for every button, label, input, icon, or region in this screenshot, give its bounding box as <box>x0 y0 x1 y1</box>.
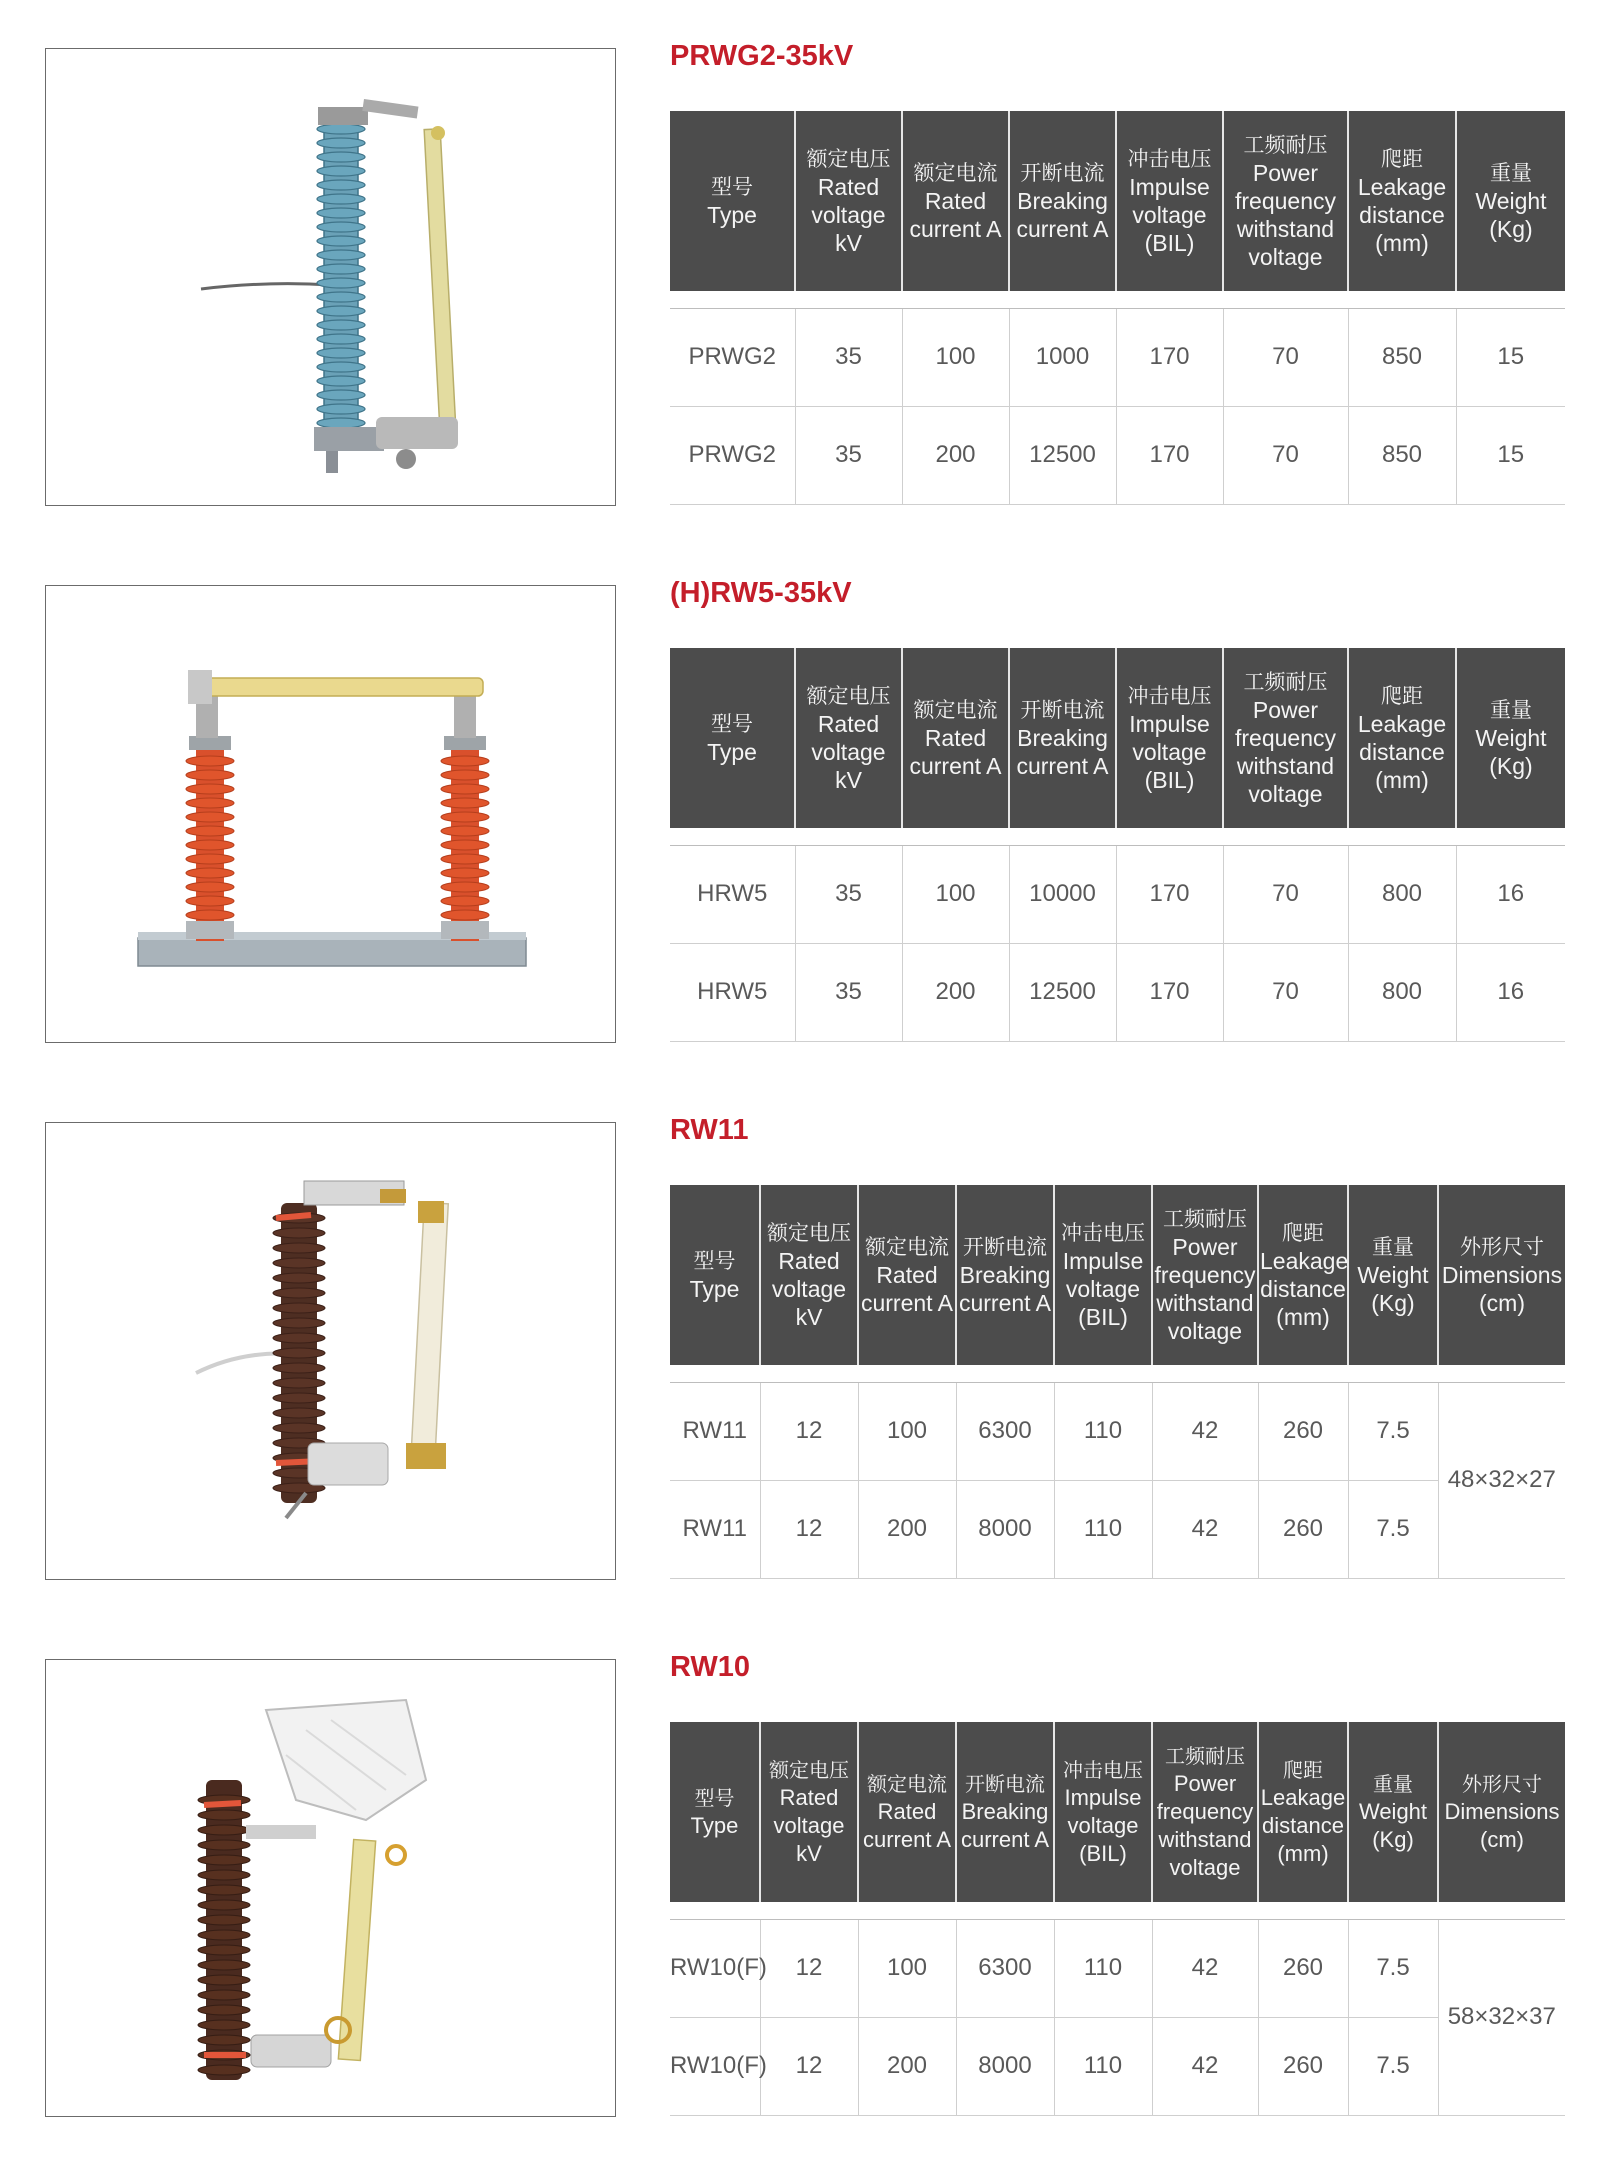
column-header-zh: 工频耐压 <box>1243 133 1328 157</box>
column-header <box>858 1185 956 1365</box>
table-cell: 170 <box>1116 406 1223 504</box>
column-header-en: Type <box>690 1813 739 1838</box>
table-cell: RW10(F) <box>670 1919 760 2017</box>
column-header-zh: 外形尺寸 <box>1460 1235 1544 1259</box>
column-header <box>1456 111 1565 291</box>
insulator-shed <box>317 236 365 246</box>
column-header-en: Breaking current A <box>960 1799 1050 1852</box>
column-header-en: Power frequency withstand voltage <box>1156 1771 1254 1880</box>
column-header-zh: 开断电流 <box>963 1235 1047 1259</box>
insulator-shed <box>273 1378 325 1388</box>
column-header-zh: 工频耐压 <box>1243 670 1328 694</box>
table-cell: 70 <box>1223 406 1348 504</box>
column-header-en: Leakage distance (mm) <box>1357 711 1447 793</box>
table-row <box>670 406 1565 504</box>
insulator-shed <box>317 208 365 218</box>
insulator-shed <box>273 1258 325 1268</box>
column-header <box>1009 111 1116 291</box>
column-header-en: Rated current A <box>909 725 1002 779</box>
insulator-shed <box>273 1303 325 1313</box>
insulator-shed <box>273 1363 325 1373</box>
spec-table <box>670 111 1565 505</box>
column-header <box>1438 1185 1565 1365</box>
insulator-shed <box>198 1915 250 1925</box>
table-cell: RW11 <box>670 1382 760 1480</box>
column-header-zh: 额定电压 <box>806 147 891 171</box>
table-cell: 200 <box>858 2017 956 2115</box>
table-cell: 35 <box>795 406 902 504</box>
insulator-shed <box>317 404 365 414</box>
column-header-en: Power frequency withstand voltage <box>1234 697 1336 807</box>
column-header-zh: 外形尺寸 <box>1462 1772 1542 1796</box>
column-header <box>1348 111 1456 291</box>
insulator-shed <box>273 1393 325 1403</box>
insulator-shed <box>186 910 234 920</box>
insulator-shed <box>317 362 365 372</box>
table-cell: 12 <box>760 1480 858 1578</box>
column-header-zh: 冲击电压 <box>1061 1221 1145 1245</box>
table-header-row <box>670 111 1565 291</box>
table-cell: 16 <box>1456 943 1565 1041</box>
insulator-shed <box>273 1423 325 1433</box>
table-cell: 15 <box>1456 406 1565 504</box>
table-cell: 260 <box>1258 1480 1348 1578</box>
product-photo-frame <box>45 585 616 1043</box>
table-cell: 42 <box>1152 2017 1258 2115</box>
table-cell: 100 <box>858 1919 956 2017</box>
insulator-shed <box>441 882 489 892</box>
column-header-zh: 重量 <box>1490 698 1532 722</box>
insulator-shed <box>441 868 489 878</box>
insulator-shed <box>186 812 234 822</box>
table-cell: 7.5 <box>1348 1919 1438 2017</box>
column-header <box>1258 1722 1348 1902</box>
insulator-shed <box>198 2005 250 2015</box>
section-title: RW10 <box>670 1651 751 1683</box>
column-header-en: Breaking current A <box>958 1262 1052 1316</box>
column-header-zh: 开断电流 <box>1020 698 1105 722</box>
column-header-en: Leakage distance (mm) <box>1260 1785 1346 1866</box>
column-header-zh: 型号 <box>693 1249 736 1273</box>
insulator-shed <box>198 1900 250 1910</box>
table-cell: 70 <box>1223 845 1348 943</box>
column-header <box>760 1722 858 1902</box>
table-cell: 7.5 <box>1348 1480 1438 1578</box>
insulator-shed <box>441 756 489 766</box>
insulator-shed <box>317 390 365 400</box>
table-cell: 100 <box>902 845 1009 943</box>
table-row <box>670 2017 1565 2115</box>
insulator-shed <box>317 166 365 176</box>
spec-table <box>670 648 1565 1042</box>
column-header-en: Rated voltage kV <box>773 1785 845 1866</box>
insulator-shed <box>317 320 365 330</box>
table-cell: HRW5 <box>670 943 795 1041</box>
insulator-shed <box>317 152 365 162</box>
column-header <box>795 111 902 291</box>
table-cell: 8000 <box>956 2017 1054 2115</box>
column-header-en: Power frequency withstand voltage <box>1154 1234 1256 1344</box>
table-cell: 200 <box>902 943 1009 1041</box>
table-cell: RW11 <box>670 1480 760 1578</box>
column-header-en: Type <box>707 202 757 228</box>
table-cell: 12 <box>760 2017 858 2115</box>
table-cell: 10000 <box>1009 845 1116 943</box>
insulator-shed <box>198 1975 250 1985</box>
column-header <box>1152 1722 1258 1902</box>
column-header-zh: 额定电压 <box>806 684 891 708</box>
product-photo-frame <box>45 1659 616 2117</box>
insulator-shed <box>186 854 234 864</box>
insulator-shed <box>317 264 365 274</box>
table-header-row <box>670 648 1565 828</box>
table-row <box>670 1382 1565 1480</box>
insulator-shed <box>198 1945 250 1955</box>
insulator-shed <box>273 1333 325 1343</box>
column-header <box>670 111 795 291</box>
column-header-en: Weight (Kg) <box>1358 1799 1428 1852</box>
column-header <box>1054 1185 1152 1365</box>
insulator-shed <box>186 826 234 836</box>
table-cell: 110 <box>1054 1480 1152 1578</box>
fuse-cutout-with-arc-chute-icon <box>46 1660 614 2115</box>
table-cell: 7.5 <box>1348 1382 1438 1480</box>
insulator-shed <box>317 334 365 344</box>
column-header <box>1116 648 1223 828</box>
column-header <box>1054 1722 1152 1902</box>
column-header <box>1116 111 1223 291</box>
header-gap <box>670 291 1565 308</box>
insulator-shed <box>441 798 489 808</box>
table-cell: 35 <box>795 943 902 1041</box>
table-cell: 42 <box>1152 1382 1258 1480</box>
column-header <box>1438 1722 1565 1902</box>
column-header-zh: 额定电流 <box>913 698 998 722</box>
column-header <box>1348 648 1456 828</box>
insulator-shed <box>198 1855 250 1865</box>
column-header-en: Power frequency withstand voltage <box>1234 160 1336 270</box>
insulator-shed <box>441 812 489 822</box>
insulator-shed <box>198 1960 250 1970</box>
column-header-zh: 型号 <box>711 175 753 199</box>
column-header-zh: 冲击电压 <box>1127 684 1212 708</box>
table-cell: 12500 <box>1009 943 1116 1041</box>
insulator-shed <box>198 2065 250 2075</box>
column-header-en: Impulse voltage (BIL) <box>1129 711 1210 793</box>
fuse-cutout-blue-insulator-icon <box>46 49 614 504</box>
table-cell: 6300 <box>956 1919 1054 2017</box>
column-header <box>956 1185 1054 1365</box>
column-header-zh: 开断电流 <box>1020 161 1105 185</box>
table-cell: 100 <box>902 308 1009 406</box>
column-header-en: Rated voltage kV <box>771 1248 847 1330</box>
insulator-shed <box>186 882 234 892</box>
column-header-en: Dimensions (cm) <box>1441 1262 1563 1316</box>
table-cell: 42 <box>1152 1480 1258 1578</box>
column-header-en: Rated voltage kV <box>811 174 886 256</box>
table-cell: 35 <box>795 308 902 406</box>
product-photo-frame <box>45 1122 616 1580</box>
product-section-rw10 <box>0 1651 1600 2119</box>
table-row <box>670 1919 1565 2017</box>
column-header <box>670 648 795 828</box>
column-header-zh: 爬距 <box>1283 1758 1323 1782</box>
table-cell: 850 <box>1348 308 1456 406</box>
insulator-shed <box>441 896 489 906</box>
insulator-shed <box>186 756 234 766</box>
table-cell: 800 <box>1348 943 1456 1041</box>
insulator-shed <box>198 1840 250 1850</box>
column-header-zh: 额定电流 <box>913 161 998 185</box>
table-cell: 260 <box>1258 1919 1348 2017</box>
column-header-en: Leakage distance (mm) <box>1357 174 1447 256</box>
column-header <box>858 1722 956 1902</box>
column-header <box>1223 111 1348 291</box>
table-cell: 70 <box>1223 943 1348 1041</box>
product-section-hrw5 <box>0 577 1600 1045</box>
column-header-en: Impulse voltage (BIL) <box>1129 174 1210 256</box>
column-header <box>1152 1185 1258 1365</box>
table-row <box>670 943 1565 1041</box>
insulator-shed <box>198 2020 250 2030</box>
table-cell: RW10(F) <box>670 2017 760 2115</box>
insulator-shed <box>441 910 489 920</box>
insulator-shed <box>441 770 489 780</box>
table-cell: 12500 <box>1009 406 1116 504</box>
column-header-zh: 重量 <box>1372 1235 1414 1259</box>
column-header-zh: 冲击电压 <box>1127 147 1212 171</box>
table-cell: 110 <box>1054 1382 1152 1480</box>
column-header-zh: 工频耐压 <box>1165 1744 1245 1768</box>
column-header-zh: 额定电流 <box>865 1235 949 1259</box>
product-section-prwg2 <box>0 40 1600 508</box>
column-header-zh: 型号 <box>694 1786 735 1810</box>
column-header <box>1348 1722 1438 1902</box>
column-header <box>670 1722 760 1902</box>
column-header-en: Weight (Kg) <box>1475 188 1547 242</box>
insulator-shed <box>317 348 365 358</box>
table-cell: 70 <box>1223 308 1348 406</box>
column-header <box>795 648 902 828</box>
insulator-shed <box>273 1288 325 1298</box>
fuse-cutout-twin-red-insulators-icon <box>46 586 614 1041</box>
table-cell: 260 <box>1258 1382 1348 1480</box>
column-header-zh: 开断电流 <box>965 1772 1045 1796</box>
table-cell: 200 <box>858 1480 956 1578</box>
insulator-shed <box>198 1810 250 1820</box>
insulator-shed <box>186 840 234 850</box>
column-header <box>1223 648 1348 828</box>
table-cell: 800 <box>1348 845 1456 943</box>
column-header-en: Leakage distance (mm) <box>1260 1248 1349 1330</box>
table-cell: HRW5 <box>670 845 795 943</box>
table-cell: 170 <box>1116 943 1223 1041</box>
table-cell: 42 <box>1152 1919 1258 2017</box>
column-header-zh: 额定电压 <box>769 1758 849 1782</box>
insulator-shed <box>273 1273 325 1283</box>
column-header-en: Type <box>707 739 757 765</box>
column-header <box>956 1722 1054 1902</box>
column-header <box>760 1185 858 1365</box>
insulator-shed <box>273 1243 325 1253</box>
column-header <box>902 111 1009 291</box>
insulator-shed <box>317 250 365 260</box>
column-header-zh: 爬距 <box>1381 147 1423 171</box>
table-row <box>670 1480 1565 1578</box>
column-header-zh: 型号 <box>711 712 753 736</box>
table-cell: 200 <box>902 406 1009 504</box>
table-row <box>670 845 1565 943</box>
insulator-shed <box>198 1990 250 2000</box>
column-header <box>902 648 1009 828</box>
table-cell: 15 <box>1456 308 1565 406</box>
fuse-cutout-brown-insulator-icon <box>46 1123 614 1578</box>
insulator-shed <box>186 784 234 794</box>
table-cell: 100 <box>858 1382 956 1480</box>
insulator-shed <box>317 278 365 288</box>
insulator-shed <box>186 770 234 780</box>
column-header <box>1348 1185 1438 1365</box>
insulator-shed <box>317 194 365 204</box>
insulator-shed <box>317 124 365 134</box>
insulator-shed <box>273 1318 325 1328</box>
column-header-en: Rated current A <box>862 1799 952 1852</box>
column-header-en: Type <box>689 1276 740 1302</box>
dimensions-cell: 48×32×27 <box>1438 1382 1565 1578</box>
insulator-shed <box>198 1825 250 1835</box>
column-header-en: Rated current A <box>860 1262 954 1316</box>
table-cell: 35 <box>795 845 902 943</box>
section-title: PRWG2-35kV <box>670 40 854 72</box>
table-cell: 6300 <box>956 1382 1054 1480</box>
column-header-zh: 工频耐压 <box>1163 1207 1247 1231</box>
column-header-zh: 额定电压 <box>767 1221 851 1245</box>
insulator-shed <box>317 138 365 148</box>
column-header-zh: 重量 <box>1373 1772 1413 1796</box>
insulator-shed <box>317 180 365 190</box>
table-header-row <box>670 1185 1565 1365</box>
column-header-en: Rated voltage kV <box>811 711 886 793</box>
column-header-en: Weight (Kg) <box>1357 1262 1429 1316</box>
table-cell: 8000 <box>956 1480 1054 1578</box>
column-header-en: Breaking current A <box>1016 188 1109 242</box>
table-cell: 1000 <box>1009 308 1116 406</box>
insulator-shed <box>317 292 365 302</box>
column-header-zh: 爬距 <box>1282 1221 1324 1245</box>
table-cell: PRWG2 <box>670 308 795 406</box>
insulator-shed <box>186 868 234 878</box>
insulator-shed <box>273 1228 325 1238</box>
table-cell: 260 <box>1258 2017 1348 2115</box>
table-cell: 850 <box>1348 406 1456 504</box>
column-header-zh: 爬距 <box>1381 684 1423 708</box>
column-header-zh: 额定电流 <box>867 1772 947 1796</box>
column-header <box>1009 648 1116 828</box>
column-header-en: Impulse voltage (BIL) <box>1062 1248 1144 1330</box>
insulator-shed <box>186 798 234 808</box>
column-header-en: Impulse voltage (BIL) <box>1064 1785 1142 1866</box>
section-title: (H)RW5-35kV <box>670 577 852 609</box>
column-header-en: Weight (Kg) <box>1475 725 1547 779</box>
insulator-shed <box>198 1885 250 1895</box>
column-header-zh: 重量 <box>1490 161 1532 185</box>
insulator-shed <box>317 376 365 386</box>
table-cell: 110 <box>1054 1919 1152 2017</box>
header-gap <box>670 828 1565 845</box>
table-cell: 170 <box>1116 845 1223 943</box>
product-section-rw11 <box>0 1114 1600 1582</box>
table-cell: 7.5 <box>1348 2017 1438 2115</box>
insulator-shed <box>186 896 234 906</box>
insulator-shed <box>198 2035 250 2045</box>
table-cell: 16 <box>1456 845 1565 943</box>
column-header-en: Breaking current A <box>1016 725 1109 779</box>
insulator-shed <box>317 222 365 232</box>
column-header <box>670 1185 760 1365</box>
table-header-row <box>670 1722 1565 1902</box>
header-gap <box>670 1365 1565 1382</box>
table-row <box>670 308 1565 406</box>
section-title: RW11 <box>670 1114 749 1146</box>
spec-table <box>670 1185 1565 1579</box>
header-gap <box>670 1902 1565 1919</box>
insulator-shed <box>317 306 365 316</box>
column-header <box>1456 648 1565 828</box>
insulator-shed <box>273 1348 325 1358</box>
insulator-shed <box>441 784 489 794</box>
insulator-shed <box>441 840 489 850</box>
product-photo-frame <box>45 48 616 506</box>
dimensions-cell: 58×32×37 <box>1438 1919 1565 2115</box>
insulator-shed <box>198 1930 250 1940</box>
spec-table <box>670 1722 1565 2116</box>
insulator-shed <box>273 1408 325 1418</box>
column-header <box>1258 1185 1348 1365</box>
table-cell: PRWG2 <box>670 406 795 504</box>
insulator-shed <box>441 854 489 864</box>
column-header-zh: 冲击电压 <box>1063 1758 1143 1782</box>
table-cell: 12 <box>760 1382 858 1480</box>
column-header-en: Rated current A <box>909 188 1002 242</box>
table-cell: 12 <box>760 1919 858 2017</box>
column-header-en: Dimensions (cm) <box>1444 1799 1560 1852</box>
table-cell: 110 <box>1054 2017 1152 2115</box>
table-cell: 170 <box>1116 308 1223 406</box>
insulator-shed <box>441 826 489 836</box>
insulator-shed <box>198 1870 250 1880</box>
insulator-shed <box>317 418 365 428</box>
